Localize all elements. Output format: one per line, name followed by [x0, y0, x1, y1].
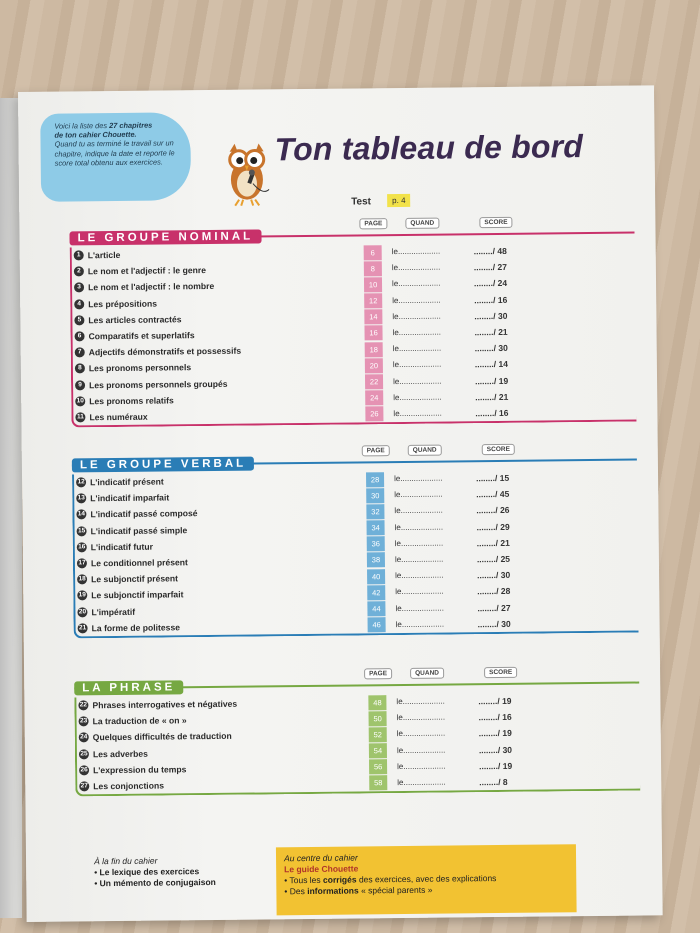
- score-total: / 30: [495, 569, 511, 581]
- chapter-score: [476, 473, 509, 483]
- score-total: / 15: [494, 472, 510, 484]
- chapter-title: L'indicatif passé simple: [90, 524, 188, 536]
- chapter-number-badge: 8: [75, 364, 85, 374]
- chapter-score: [475, 392, 508, 402]
- chapter-title: L'indicatif futur: [90, 541, 154, 553]
- chapter-date-blank: le...................: [396, 696, 445, 707]
- chapter-score: [475, 343, 508, 353]
- chapter-number-badge: 24: [79, 733, 89, 743]
- score-dots: ........: [476, 537, 496, 548]
- page-column-tag: PAGE: [359, 218, 387, 229]
- chapter-score: [479, 777, 507, 787]
- chapter-date-blank: le...................: [394, 505, 443, 516]
- score-dots: ........: [476, 473, 496, 484]
- intro-speech-bubble: [40, 112, 191, 202]
- score-total: / 24: [492, 278, 508, 289]
- chapter-score: [478, 619, 511, 629]
- score-dots: ........: [473, 278, 493, 289]
- chapter-page-number: 36: [367, 536, 385, 551]
- chapter-date-blank: le...................: [393, 376, 442, 386]
- chapter-date-blank: le...................: [393, 408, 442, 418]
- footer-right-subheading: Le guide Chouette: [284, 863, 359, 875]
- score-dots: ........: [476, 553, 496, 565]
- chapter-title: Les pronoms personnels groupés: [89, 378, 228, 390]
- chapter-score: [476, 489, 509, 499]
- section-rows: [70, 242, 637, 428]
- chapter-title: La traduction de « on »: [92, 715, 187, 727]
- chapter-page-number: 24: [365, 390, 383, 405]
- chapter-page-number: 12: [364, 293, 382, 308]
- chapter-number-badge: 6: [75, 331, 85, 341]
- section-title: LA PHRASE: [74, 680, 183, 695]
- chapter-page-number: 56: [369, 759, 387, 774]
- test-label: Test: [351, 196, 372, 208]
- chapter-title: Les adverbes: [92, 748, 148, 759]
- chapter-title: Le conditionnel présent: [90, 557, 188, 569]
- footer-right-item-informations: [284, 883, 568, 897]
- score-total: / 27: [496, 602, 511, 613]
- test-page-tag: p. 4: [387, 194, 410, 207]
- chapter-title: Adjectifs démonstratifs et possessifs: [88, 345, 242, 358]
- chapter-date-blank: le...................: [396, 712, 446, 723]
- chapter-score: [477, 570, 510, 580]
- chapter-title: Le subjonctif imparfait: [91, 589, 184, 601]
- chapter-number-badge: 1: [74, 250, 84, 260]
- chapter-date-blank: le...................: [394, 522, 444, 532]
- chapter-date-blank: le...................: [391, 246, 441, 257]
- chapter-title: Les pronoms relatifs: [89, 395, 174, 406]
- chapter-number-badge: 23: [79, 716, 89, 726]
- score-dots: ........: [478, 696, 498, 707]
- score-dots: ........: [477, 602, 497, 613]
- score-total: / 19: [497, 728, 512, 739]
- chapter-score: [474, 327, 507, 337]
- chapter-number-badge: 16: [77, 542, 87, 552]
- chapter-title: La forme de politesse: [91, 622, 181, 633]
- chapter-title: Comparatifs et superlatifs: [88, 330, 195, 342]
- chapter-date-blank: le...................: [392, 359, 442, 370]
- score-total: / 27: [492, 262, 508, 273]
- section-rows: [72, 469, 639, 639]
- score-dots: ........: [477, 618, 497, 629]
- chapter-page-number: 6: [364, 245, 382, 260]
- chapter-page-number: 42: [367, 585, 385, 600]
- score-total: / 19: [493, 375, 509, 386]
- section-la-phrase: [74, 668, 640, 797]
- footer-text: • Tous les: [284, 874, 324, 886]
- chapter-page-number: 30: [366, 488, 384, 503]
- score-dots: ........: [478, 728, 498, 739]
- score-dots: ........: [476, 521, 496, 532]
- section-groupe-nominal: [69, 218, 636, 428]
- score-dots: ........: [477, 586, 497, 597]
- when-column-tag: QUAND: [405, 218, 439, 229]
- chapter-page-number: 18: [365, 342, 383, 357]
- chapter-page-number: 14: [364, 309, 382, 324]
- footer-right-heading: Au centre du cahier: [283, 852, 358, 864]
- score-dots: ........: [474, 359, 494, 370]
- footer-bold: corrigés: [322, 874, 357, 885]
- section-title: LE GROUPE NOMINAL: [69, 229, 261, 245]
- score-dots: ........: [476, 489, 496, 500]
- chapter-number-badge: 17: [77, 558, 87, 568]
- chapter-page-number: 54: [369, 743, 387, 758]
- footer-bold: informations: [307, 885, 359, 897]
- score-total: / 25: [495, 553, 511, 564]
- score-dots: ........: [476, 505, 496, 516]
- chapter-title: L'indicatif imparfait: [90, 492, 170, 504]
- chapter-page-number: 16: [364, 326, 382, 341]
- page-column-tag: PAGE: [362, 445, 390, 456]
- score-column-tag: SCORE: [482, 444, 515, 455]
- chapter-score: [474, 278, 507, 288]
- chapter-page-number: 50: [369, 711, 387, 726]
- chapter-page-number: 46: [368, 617, 386, 632]
- footer-text: des exercices, avec des explications: [356, 873, 497, 885]
- chapter-date-blank: le...................: [391, 262, 441, 273]
- score-dots: ........: [474, 343, 494, 354]
- chapter-score: [478, 696, 511, 706]
- chapter-page-number: 32: [366, 504, 384, 519]
- chapter-number-badge: 2: [74, 267, 84, 277]
- footer-left-item: • Un mémento de conjugaison: [94, 876, 216, 889]
- chapter-score: [477, 602, 510, 612]
- chapter-score: [479, 728, 512, 738]
- score-total: / 19: [497, 695, 512, 707]
- chapter-page-number: 38: [367, 553, 385, 568]
- chapter-title: L'impératif: [91, 606, 136, 617]
- chapter-title: Quelques difficultés de traduction: [92, 731, 232, 743]
- score-total: / 19: [497, 760, 513, 771]
- section-title: LE GROUPE VERBAL: [72, 457, 254, 473]
- score-dots: ........: [478, 712, 498, 723]
- chapter-title: Les pronoms personnels: [88, 362, 192, 374]
- chapter-score: [479, 744, 512, 754]
- score-dots: ........: [479, 776, 499, 788]
- chapter-title: Les conjonctions: [93, 780, 164, 792]
- chapter-title: L'expression du temps: [93, 764, 187, 776]
- chapter-title: Le nom et l'adjectif : le genre: [87, 265, 207, 277]
- intro-text-2: de ton cahier Chouette.: [54, 129, 137, 140]
- chapter-page-number: 58: [369, 776, 387, 791]
- score-total: / 30: [496, 618, 511, 629]
- chapter-score: [479, 761, 512, 771]
- chapter-number-badge: 13: [76, 493, 86, 503]
- chapter-score: [474, 311, 507, 321]
- score-total: / 29: [495, 521, 510, 532]
- page-title: Ton tableau de bord: [274, 128, 584, 168]
- score-total: / 30: [493, 343, 508, 354]
- footer-text: « spécial parents »: [358, 884, 433, 896]
- chapter-date-blank: le...................: [393, 392, 442, 402]
- chapter-title: Le nom et l'adjectif : le nombre: [88, 281, 215, 293]
- score-total: / 14: [493, 359, 509, 370]
- chapter-date-blank: le...................: [394, 554, 444, 565]
- owl-mascot-icon: [218, 137, 275, 208]
- chapter-number-badge: 20: [77, 607, 87, 617]
- intro-bold-chapters: 27 chapitres: [109, 120, 153, 131]
- chapter-score: [476, 505, 509, 515]
- chapter-date-blank: le...................: [396, 728, 446, 739]
- chapter-score: [474, 246, 507, 256]
- chapter-date-blank: le...................: [394, 538, 444, 548]
- score-column-tag: SCORE: [479, 217, 512, 228]
- chapter-page-number: 8: [364, 261, 382, 276]
- score-total: / 16: [497, 712, 512, 723]
- chapter-score: [475, 375, 508, 385]
- chapter-date-blank: le...................: [392, 327, 442, 338]
- chapter-date-blank: le...................: [394, 489, 443, 500]
- chapter-date-blank: le...................: [395, 586, 444, 597]
- chapter-page-number: 10: [364, 277, 382, 292]
- chapter-title: Les numéraux: [89, 411, 148, 423]
- chapter-score: [474, 294, 507, 304]
- score-dots: ........: [474, 294, 494, 305]
- score-dots: ........: [474, 310, 494, 321]
- chapter-number-badge: 26: [79, 765, 89, 775]
- chapter-score: [475, 408, 508, 418]
- chapter-date-blank: le...................: [391, 278, 441, 289]
- chapter-date-blank: le...................: [397, 761, 446, 771]
- chapter-title: L'indicatif passé composé: [90, 508, 198, 520]
- score-total: / 16: [493, 294, 508, 305]
- page-column-tag: PAGE: [364, 668, 392, 679]
- workbook-page: [18, 85, 663, 922]
- score-total: / 30: [493, 310, 508, 321]
- chapter-number-badge: 27: [79, 781, 89, 791]
- chapter-page-number: 40: [367, 569, 385, 584]
- chapter-page-number: 48: [368, 695, 386, 710]
- score-dots: ........: [474, 326, 494, 338]
- chapter-date-blank: le...................: [396, 745, 446, 755]
- chapter-page-number: 26: [365, 407, 383, 422]
- footer-text: • Des: [284, 886, 308, 897]
- chapter-page-number: 52: [369, 727, 387, 742]
- footer-left-item: • Le lexique des exercices: [94, 866, 200, 878]
- chapter-date-blank: le...................: [395, 603, 444, 613]
- footer-end-of-book: [94, 855, 216, 889]
- chapter-number-badge: 10: [75, 396, 85, 406]
- chapter-title: L'article: [87, 249, 121, 261]
- footer-center-of-book: [276, 844, 577, 915]
- chapter-number-badge: 14: [76, 510, 86, 520]
- chapter-score: [477, 586, 510, 596]
- score-dots: ........: [473, 262, 493, 273]
- chapter-title: Phrases interrogatives et négatives: [92, 698, 238, 711]
- section-groupe-verbal: [72, 445, 639, 639]
- chapter-title: Les prépositions: [88, 298, 158, 309]
- chapter-title: Les articles contractés: [88, 314, 182, 326]
- intro-text-3: Quand tu as terminé le travail sur un chapitre, indique la date et reporte le score total obtenu aux exercices.: [54, 138, 175, 168]
- chapter-date-blank: le...................: [394, 473, 443, 484]
- chapter-number-badge: 15: [77, 526, 87, 536]
- section-rows: [74, 692, 640, 797]
- score-total: / 21: [495, 537, 510, 548]
- intro-text-1: Voici la liste des: [54, 121, 110, 131]
- score-total: / 16: [494, 407, 509, 418]
- score-column-tag: SCORE: [484, 667, 517, 678]
- chapter-date-blank: le...................: [397, 777, 446, 788]
- chapter-score: [474, 262, 507, 272]
- chapter-number-badge: 18: [77, 574, 87, 584]
- chapter-page-number: 44: [367, 601, 385, 616]
- chapter-number-badge: 7: [75, 347, 85, 357]
- score-dots: ........: [475, 407, 495, 419]
- chapter-page-number: 34: [367, 520, 385, 535]
- score-total: / 21: [494, 391, 509, 402]
- chapter-number-badge: 5: [74, 315, 84, 325]
- when-column-tag: QUAND: [408, 445, 442, 456]
- chapter-number-badge: 25: [79, 749, 89, 759]
- chapter-date-blank: le...................: [392, 295, 441, 305]
- chapter-page-number: 28: [366, 472, 384, 487]
- when-column-tag: QUAND: [410, 668, 444, 679]
- chapter-date-blank: le...................: [392, 343, 442, 354]
- chapter-page-number: 20: [365, 358, 383, 373]
- chapter-number-badge: 9: [75, 380, 85, 390]
- score-total: / 8: [498, 776, 508, 787]
- chapter-score: [479, 712, 512, 722]
- chapter-date-blank: le...................: [395, 570, 444, 581]
- chapter-number-badge: 21: [78, 623, 88, 633]
- score-total: / 21: [493, 326, 508, 337]
- chapter-score: [475, 359, 508, 369]
- score-total: / 26: [495, 505, 510, 516]
- chapter-number-badge: 4: [74, 299, 84, 309]
- score-total: / 45: [495, 489, 510, 500]
- chapter-title: L'indicatif présent: [90, 476, 164, 488]
- chapter-date-blank: le...................: [395, 619, 445, 629]
- score-total: / 30: [497, 744, 513, 755]
- score-dots: ........: [475, 391, 495, 402]
- score-dots: ........: [473, 246, 493, 257]
- score-dots: ........: [479, 760, 499, 771]
- score-dots: ........: [474, 375, 495, 386]
- chapter-number-badge: 22: [78, 700, 88, 710]
- chapter-date-blank: le...................: [392, 311, 441, 321]
- score-total: / 28: [496, 586, 511, 597]
- footer-left-heading: À la fin du cahier: [94, 855, 158, 867]
- chapter-title: Le subjonctif présent: [91, 573, 179, 585]
- score-total: / 48: [492, 245, 507, 257]
- chapter-score: [477, 521, 510, 531]
- chapter-page-number: 22: [365, 374, 383, 389]
- score-dots: ........: [477, 570, 497, 581]
- chapter-number-badge: 11: [75, 412, 85, 422]
- chapter-number-badge: 12: [76, 477, 86, 487]
- chapter-score: [477, 554, 510, 564]
- score-dots: ........: [478, 744, 498, 755]
- chapter-score: [477, 538, 510, 548]
- chapter-number-badge: 3: [74, 283, 84, 293]
- chapter-number-badge: 19: [77, 591, 87, 601]
